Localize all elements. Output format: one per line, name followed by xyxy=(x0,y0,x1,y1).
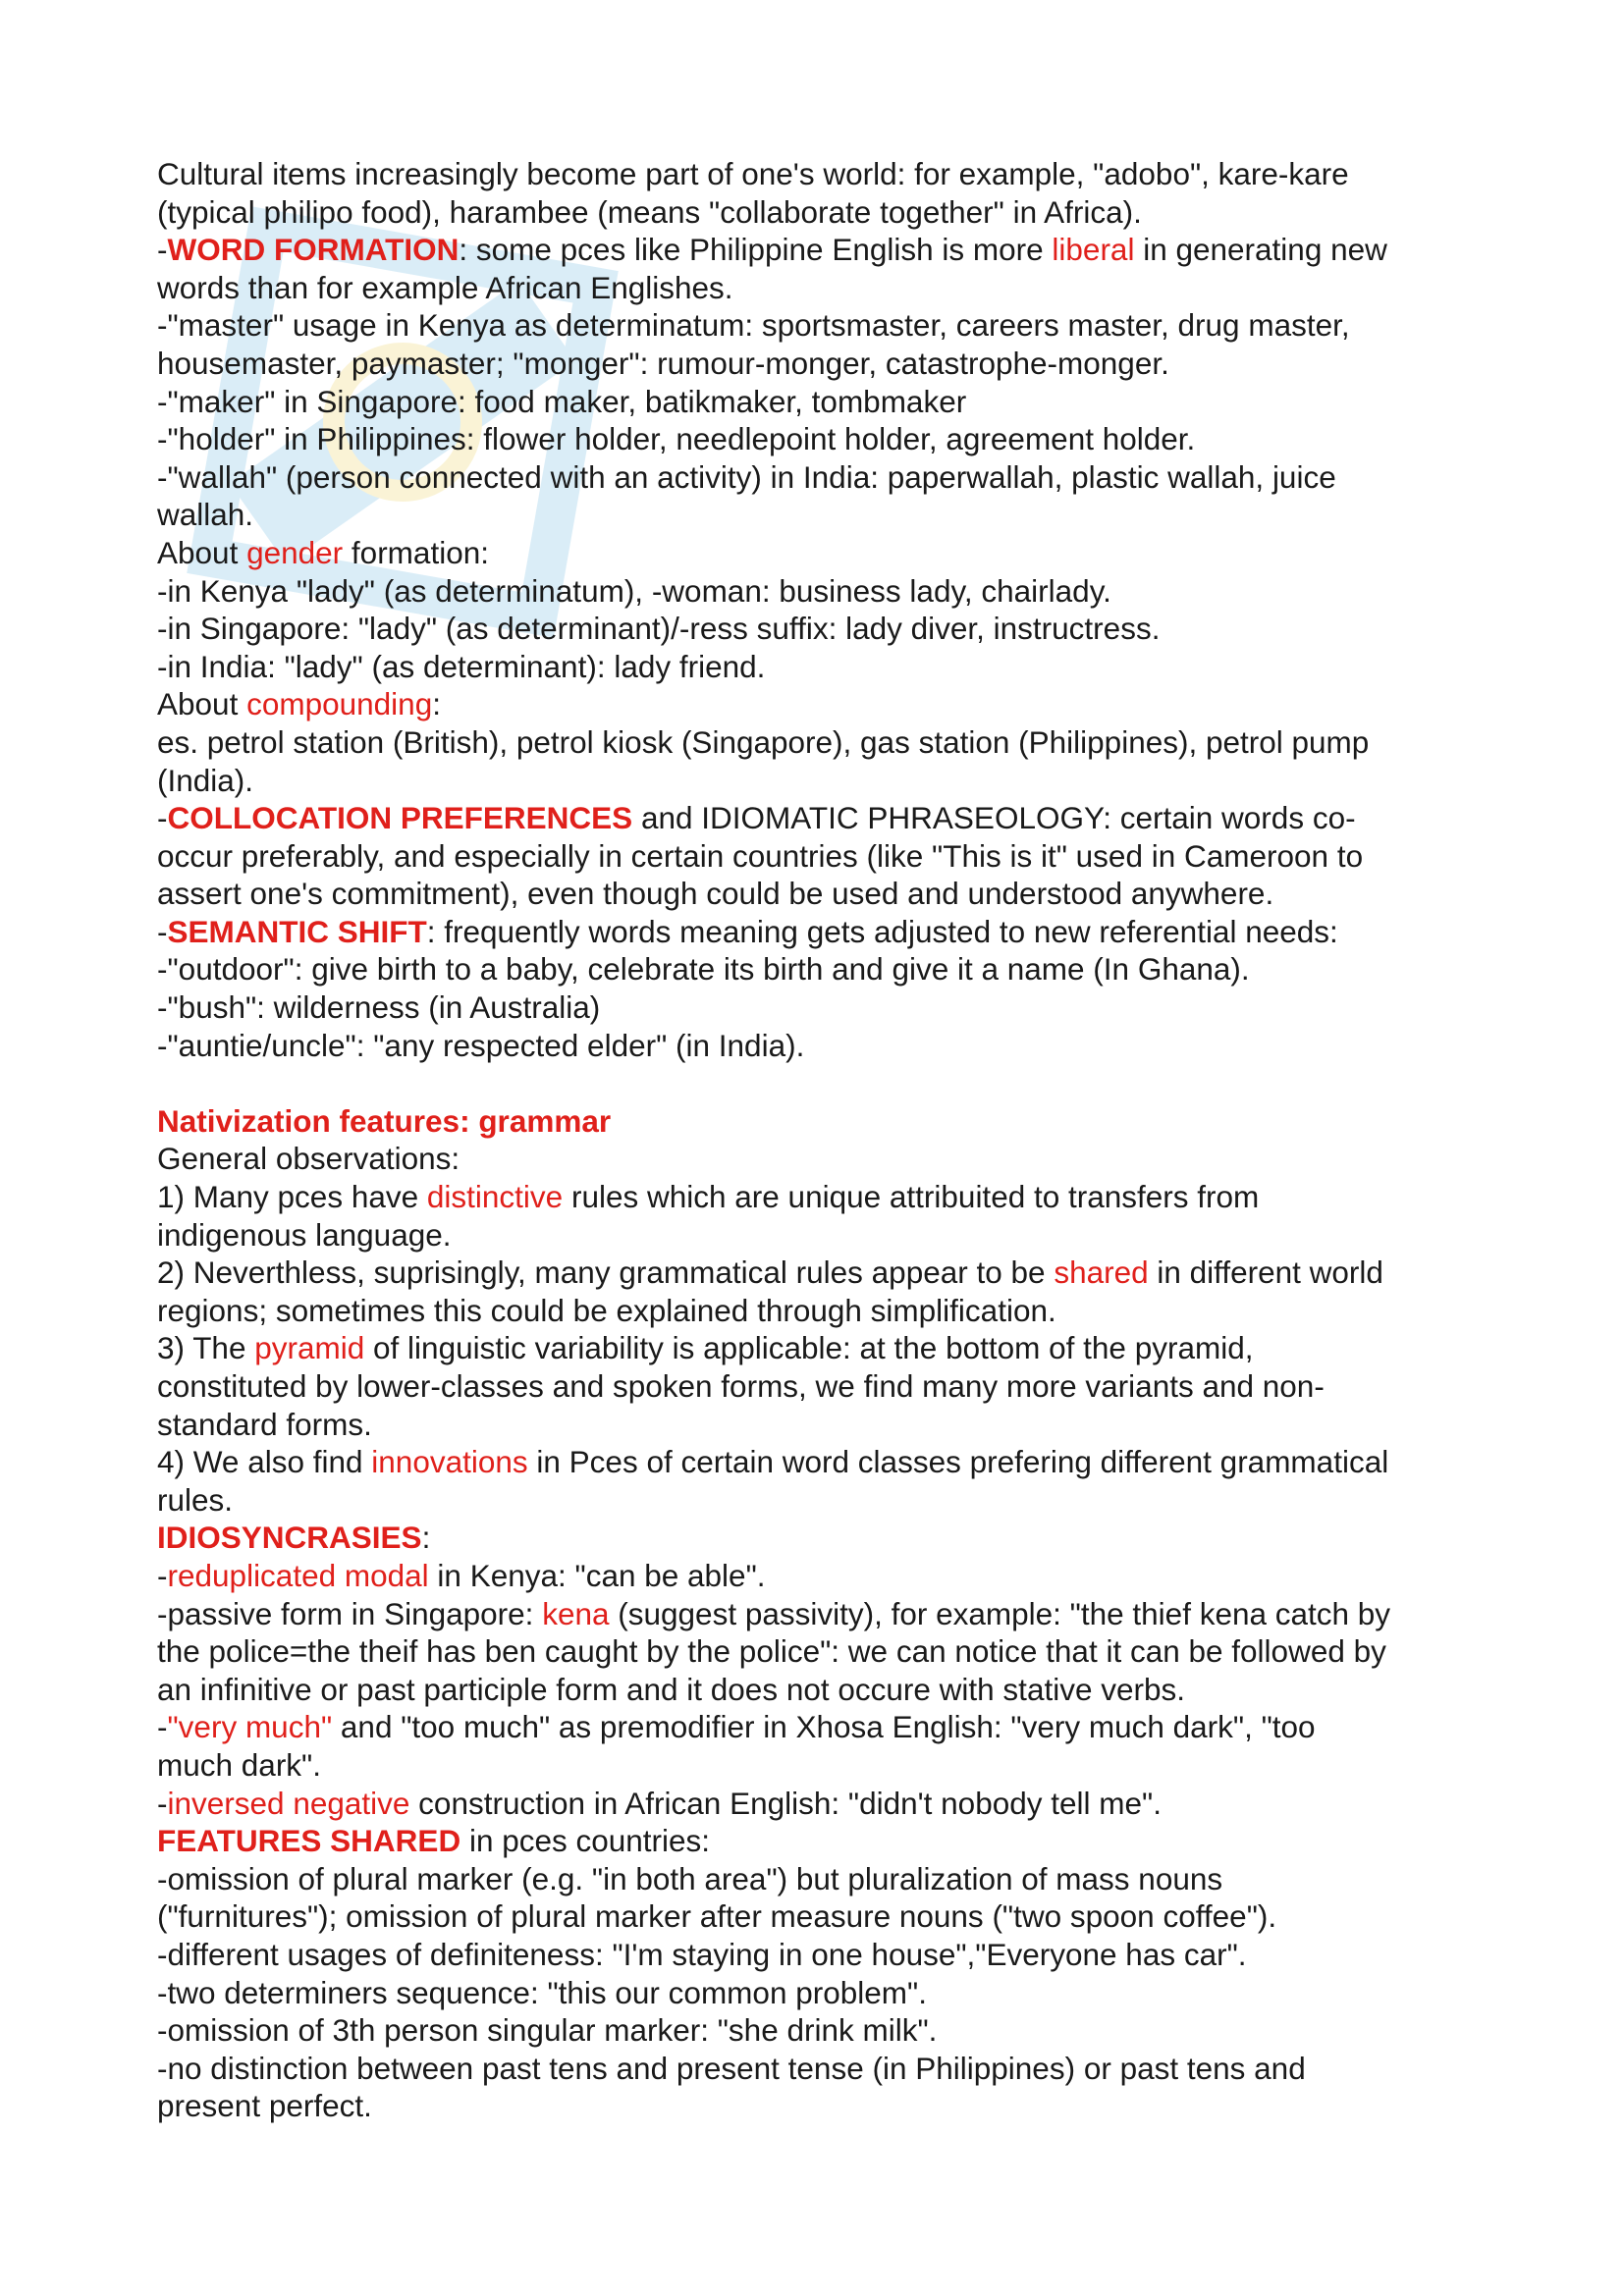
text-line: -omission of 3th person singular marker: "she drink milk". xyxy=(157,2012,938,2049)
heading-word-formation: WORD FORMATION xyxy=(167,232,460,268)
text-line: -"wallah" (person connected with an activity) in India: paperwallah, plastic wallah, juice xyxy=(157,458,1336,495)
heading-semantic-shift: SEMANTIC SHIFT xyxy=(167,913,427,949)
text-line: -inversed negative construction in African English: "didn't nobody tell me". xyxy=(157,1785,1162,1821)
highlight-term: reduplicated modal xyxy=(167,1557,429,1593)
highlight-term: innovations xyxy=(371,1444,528,1480)
text-line: -"outdoor": give birth to a baby, celebrate its birth and give it a name (In Ghana). xyxy=(157,951,1250,988)
text-line: -"very much" and "too much" as premodifier in Xhosa English: "very much dark", "too xyxy=(157,1709,1316,1745)
highlight-term: liberal xyxy=(1052,232,1135,268)
text-line: -"maker" in Singapore: food maker, batikmaker, tombmaker xyxy=(157,383,967,419)
text-line: (typical philipo food), harambee (means "collaborate together" in Africa). xyxy=(157,193,1142,230)
heading-collocation: COLLOCATION PREFERENCES xyxy=(167,800,633,836)
text-line: occur preferably, and especially in certain countries (like "This is it" used in Cameroon to xyxy=(157,837,1364,874)
heading-features-shared: FEATURES SHARED xyxy=(157,1823,461,1859)
text-line: -in Singapore: "lady" (as determinant)/-ress suffix: lady diver, instructress. xyxy=(157,611,1161,647)
text-line: standard forms. xyxy=(157,1406,372,1442)
text-line: General observations: xyxy=(157,1141,460,1177)
text-line: housemaster, paymaster; "monger": rumour-monger, catastrophe-monger. xyxy=(157,345,1169,381)
text-line: indigenous language. xyxy=(157,1216,452,1253)
text-line: -reduplicated modal in Kenya: "can be able". xyxy=(157,1557,766,1593)
text-line: -COLLOCATION PREFERENCES and IDIOMATIC PHRASEOLOGY: certain words co- xyxy=(157,800,1356,836)
text-line: 2) Neverthless, suprisingly, many grammatical rules appear to be shared in different world xyxy=(157,1255,1383,1291)
text-line: -"bush": wilderness (in Australia) xyxy=(157,989,601,1026)
heading-idiosyncrasies: IDIOSYNCRASIES xyxy=(157,1520,422,1556)
text-line: assert one's commitment), even though could be used and understood anywhere. xyxy=(157,876,1274,912)
section-title: Nativization features: grammar xyxy=(157,1102,612,1139)
highlight-term: "very much" xyxy=(167,1709,333,1745)
text-line: -in Kenya "lady" (as determinatum), -woman: business lady, chairlady. xyxy=(157,572,1111,609)
text-line: -no distinction between past tens and present tense (in Philippines) or past tens and xyxy=(157,2050,1306,2086)
text-line: an infinitive or past participle form and it does not occure with stative verbs. xyxy=(157,1671,1186,1707)
text-line: words than for example African Englishes. xyxy=(157,269,733,305)
text-line: -"master" usage in Kenya as determinatum: sportsmaster, careers master, drug master, xyxy=(157,307,1350,344)
text-line: es. petrol station (British), petrol kiosk (Singapore), gas station (Philippines), petrol pump xyxy=(157,723,1370,760)
highlight-term: kena xyxy=(542,1595,610,1631)
text-line: much dark". xyxy=(157,1746,321,1783)
text-line: regions; sometimes this could be explained through simplification. xyxy=(157,1292,1056,1328)
highlight-term: shared xyxy=(1054,1255,1149,1291)
document-body xyxy=(157,155,1492,2125)
highlight-term: gender xyxy=(246,534,344,570)
text-line: IDIOSYNCRASIES: xyxy=(157,1520,431,1556)
text-line: 3) The pyramid of linguistic variability is applicable: at the bottom of the pyramid, xyxy=(157,1330,1254,1366)
text-line: -two determiners sequence: "this our common problem". xyxy=(157,1974,927,2010)
text-line: 4) We also find innovations in Pces of certain word classes prefering different grammatical xyxy=(157,1444,1389,1480)
text-line: rules. xyxy=(157,1481,234,1518)
highlight-term: distinctive xyxy=(426,1179,564,1215)
text-line: -omission of plural marker (e.g. "in both area") but pluralization of mass nouns xyxy=(157,1860,1223,1896)
text-line: -SEMANTIC SHIFT: frequently words meaning gets adjusted to new referential needs: xyxy=(157,913,1338,949)
text-line: (India). xyxy=(157,762,254,798)
text-line: -WORD FORMATION: some pces like Philippine English is more liberal in generating new xyxy=(157,232,1387,268)
text-line: 1) Many pces have distinctive rules which are unique attribuited to transfers from xyxy=(157,1179,1260,1215)
text-line: present perfect. xyxy=(157,2088,372,2124)
text-line: About compounding: xyxy=(157,686,441,722)
text-line: About gender formation: xyxy=(157,534,489,570)
text-line: ("furnitures"); omission of plural marker after measure nouns ("two spoon coffee"). xyxy=(157,1898,1277,1935)
text-line: wallah. xyxy=(157,497,254,533)
text-line: constituted by lower-classes and spoken forms, we find many more variants and non- xyxy=(157,1368,1325,1404)
text-line: -passive form in Singapore: kena (suggest passivity), for example: "the thief kena catch by xyxy=(157,1595,1391,1631)
text-line: the police=the theif has ben caught by the police": we can notice that it can be followed by xyxy=(157,1633,1386,1670)
text-line: -different usages of definiteness: "I'm staying in one house","Everyone has car". xyxy=(157,1936,1247,1972)
text-line: FEATURES SHARED in pces countries: xyxy=(157,1823,711,1859)
highlight-term: pyramid xyxy=(254,1330,365,1366)
text-line: -"holder" in Philippines: flower holder, needlepoint holder, agreement holder. xyxy=(157,421,1196,457)
highlight-term: compounding xyxy=(246,686,433,722)
highlight-term: inversed negative xyxy=(167,1785,410,1821)
text-line: Cultural items increasingly become part of one's world: for example, "adobo", kare-kare xyxy=(157,156,1349,191)
text-line: -in India: "lady" (as determinant): lady friend. xyxy=(157,648,766,684)
text-line: -"auntie/uncle": "any respected elder" (in India). xyxy=(157,1027,805,1063)
